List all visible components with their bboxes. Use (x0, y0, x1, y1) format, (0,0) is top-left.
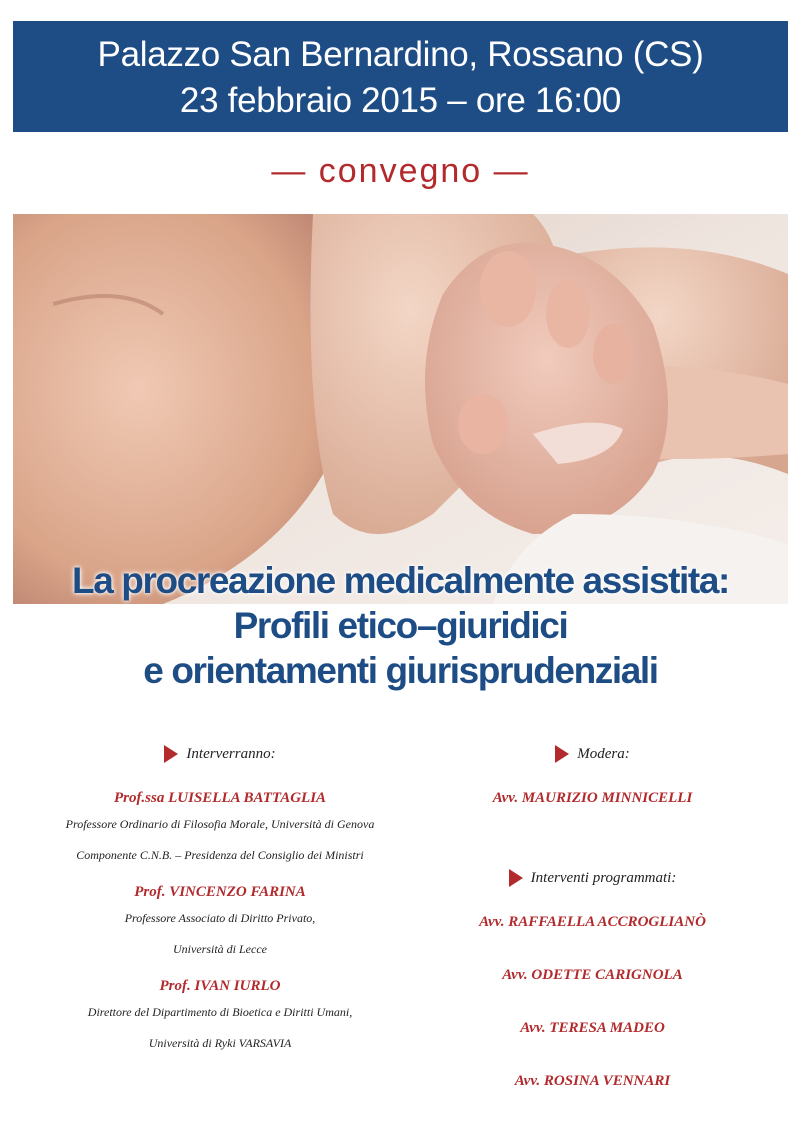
photo-illustration (13, 214, 788, 604)
moderator-heading-label: Modera: (577, 746, 630, 762)
speakers-heading (20, 742, 420, 766)
talk-speaker: Avv. RAFFAELLA ACCROGLIANÒ (479, 914, 706, 930)
speaker-role: Università di Lecce (173, 942, 267, 956)
speaker-name: Prof.ssa LUISELLA BATTAGLIA (113, 790, 327, 806)
speaker-name: Prof. IVAN IURLO (159, 978, 281, 994)
speaker-name: Prof. VINCENZO FARINA (134, 884, 306, 900)
speaker-block (20, 787, 420, 871)
talk-speaker: Avv. TERESA MADEO (520, 1020, 665, 1036)
title-line-2: Profili etico–giuridici (233, 605, 568, 646)
speaker-block (20, 881, 420, 965)
speakers-column (20, 742, 420, 1059)
speaker-role: Direttore del Dipartimento di Bioetica e Diritti Umani, (87, 1005, 353, 1019)
speaker-role: Professore Associato di Diritto Privato, (124, 911, 316, 925)
event-type: — convegno — (271, 152, 530, 190)
moderator-heading (400, 742, 785, 766)
header-band (13, 21, 788, 132)
arrow-icon (164, 745, 178, 763)
arrow-icon (555, 745, 569, 763)
talks-heading (400, 866, 785, 890)
talk-speaker: Avv. ODETTE CARIGNOLA (502, 967, 683, 983)
talk-speaker: Avv. ROSINA VENNARI (514, 1073, 671, 1089)
speaker-role: Componente C.N.B. – Presidenza del Consiglio dei Ministri (76, 848, 364, 862)
date-line: 23 febbraio 2015 – ore 16:00 (179, 81, 622, 120)
baby-hand-photo (13, 214, 788, 604)
speaker-role: Università di Ryki VARSAVIA (148, 1036, 292, 1050)
conference-title (0, 558, 801, 693)
title-line-3: e orientamenti giurisprudenziali (143, 650, 658, 691)
speaker-block (20, 975, 420, 1059)
speaker-role: Professore Ordinario di Filosofia Morale, Università di Genova (65, 817, 375, 831)
speakers-heading-label: Interverranno: (186, 746, 276, 762)
moderator-name: Avv. MAURIZIO MINNICELLI (492, 790, 693, 806)
title-line-1: La procreazione medicalmente assistita: (72, 560, 729, 601)
venue-line: Palazzo San Bernardino, Rossano (CS) (97, 35, 704, 74)
arrow-icon (509, 869, 523, 887)
moderation-column (400, 742, 785, 1092)
talks-heading-label: Interventi programmati: (530, 870, 677, 886)
